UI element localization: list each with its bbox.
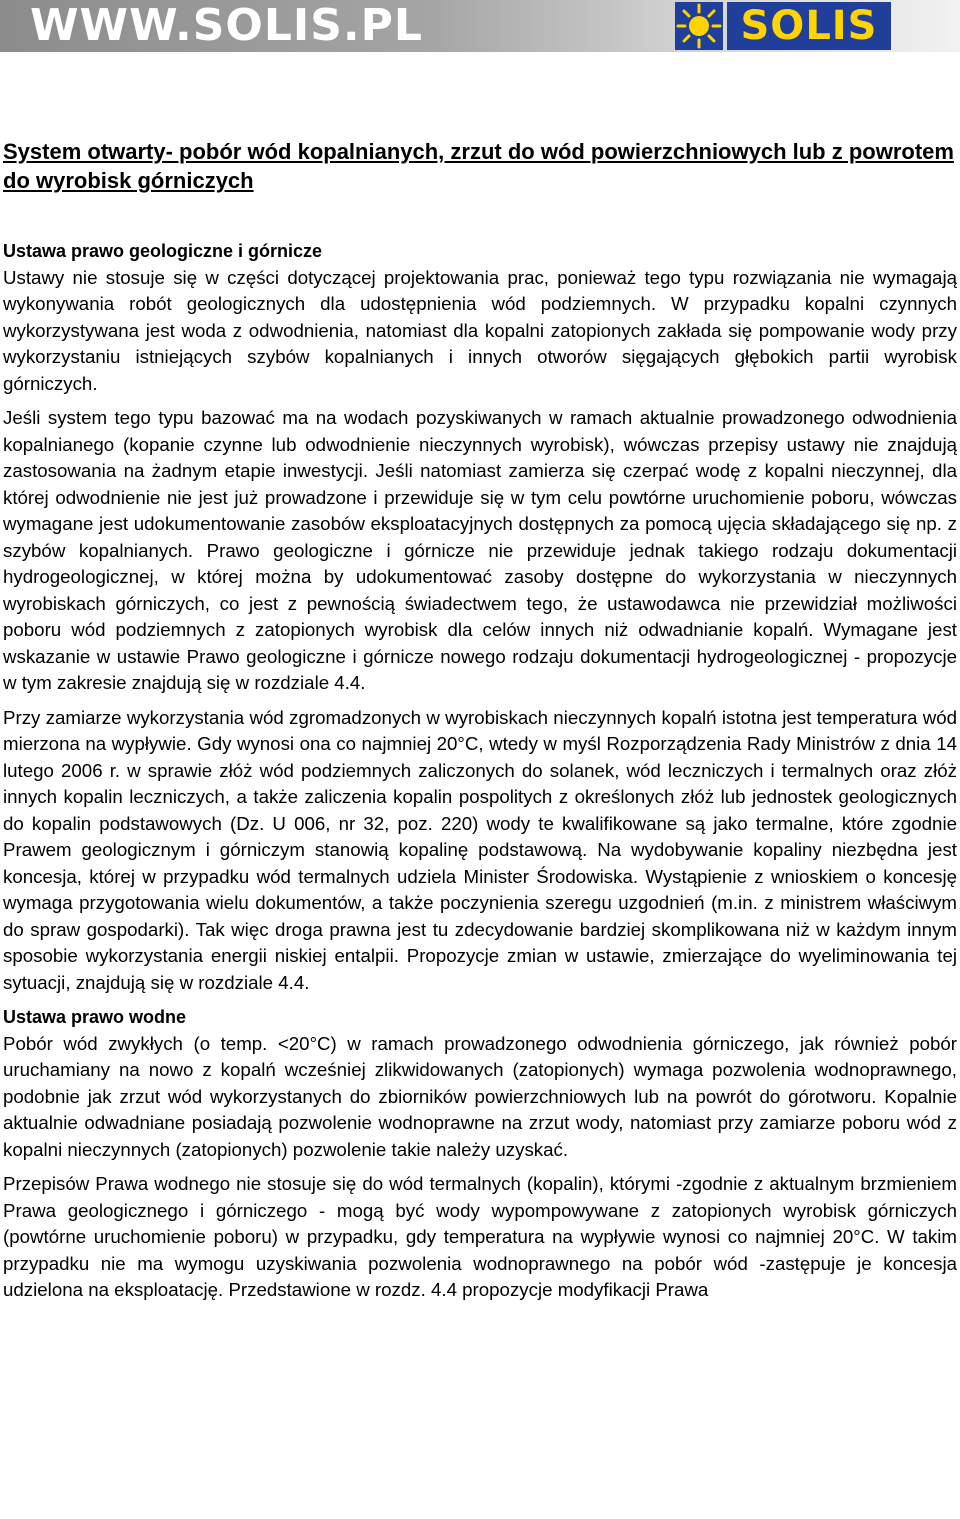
document-title: System otwarty- pobór wód kopalnianych, zrzut do wód powierzchniowych lub z powrotem do wyrobisk górniczych	[3, 139, 954, 193]
paragraph: Ustawy nie stosuje się w części dotyczącej projektowania prac, ponieważ tego typu rozwiązania nie wymagają wykonywania robót geologicznych dla udostępnienia wód podziemnych. W przypadku kopalni czynnych wykorzystywana jest woda z odwodnienia, natomiast dla kopalni zatopionych zakłada się pompowanie wody przy wykorzystaniu istniejących szybów kopalnianych i innych otworów sięgających głębokich partii wyrobisk górniczych.	[3, 266, 957, 394]
section-heading-wodne: Ustawa prawo wodne	[3, 1007, 187, 1027]
paragraph: Pobór wód zwykłych (o temp. <20°C) w ramach prowadzonego odwodnienia górniczego, jak również pobór uruchamiany na nowo z kopalń wcześniej zlikwidowanych (zatopionych) wymaga pozwolenia wodnoprawnego, podobnie jak zrzut wód wykorzystanych do zbiorników powierzchniowych lub na powrót do górotworu. Kopalnie aktualnie odwadniane posiadają pozwolenie wodnoprawne na zrzut wody, natomiast przy zamiarze poboru wód z kopalni nieczynnych (zatopionych) pozwolenie takie należy uzyskać.	[3, 1032, 957, 1160]
paragraph: Przepisów Prawa wodnego nie stosuje się do wód termalnych (kopalin), którymi -zgodnie z aktualnym brzmieniem Prawa geologicznego i górniczego - mogą być wody wypompowywane z zatopionych wyrobisk górniczych (powtórne uruchomienie poboru) w przypadku, gdy temperatura na wypływie wynosi co najmniej 20°C. W takim przypadku nie ma wymogu uzyskiwania pozwolenia wodnoprawnego na pobór wód -zastępuje je koncesja udzielona na eksploatację. Przedstawione w rozdz. 4.4 propozycje modyfikacji Prawa	[3, 1173, 957, 1300]
site-header	[0, 0, 960, 52]
site-url[interactable]: WWW.SOLIS.PL	[30, 0, 423, 51]
document-body	[3, 137, 957, 1312]
section-heading-geologiczne: Ustawa prawo geologiczne i górnicze	[3, 241, 323, 261]
sun-icon	[675, 2, 723, 50]
paragraph: Jeśli system tego typu bazować ma na wodach pozyskiwanych w ramach aktualnie prowadzonego odwodnienia kopalnianego (kopanie czynne lub odwodnienie nieczynnych wyrobisk), wówczas przepisy ustawy nie znajdują zastosowania na żadnym etapie inwestycji. Jeśli natomiast zamierza się czerpać wodę z kopalni nieczynnej, dla której odwodnienie nie jest już prowadzone i przewiduje się w tym celu powtórne uruchomienie poboru, wówczas wymagane jest udokumentowanie zasobów eksploatacyjnych dostępnych za pomocą ujęcia składającego się np. z szybów kopalnianych. Prawo geologiczne i górnicze nie przewiduje jednak takiego rodzaju dokumentacji hydrogeologicznej, w której można by udokumentować zasoby dostępne do wykorzystania w nieczynnych wyrobiskach górniczych, co jest z pewnością świadectwem tego, że ustawodawca nie przewidział możliwości poboru wód podziemnych z zatopionych wyrobisk dla celów innych niż odwadnianie kopalń. Wymagane jest wskazanie w ustawie Prawo geologiczne i górnicze nowego rodzaju dokumentacji hydrogeologicznej - propozycje w tym zakresie znajdują się w rozdziale 4.4.	[3, 407, 957, 693]
logo-text: SOLIS	[727, 2, 891, 50]
paragraph: Przy zamiarze wykorzystania wód zgromadzonych w wyrobiskach nieczynnych kopalń istotna jest temperatura wód mierzona na wypływie. Gdy wynosi ona co najmniej 20°C, wtedy w myśl Rozporządzenia Rady Ministrów z dnia 14 lutego 2006 r. w sprawie złóż wód podziemnych zaliczonych do solanek, wód leczniczych i termalnych oraz złóż innych kopalin leczniczych, a także zaliczenia kopalin pospolitych z określonych złóż lub jednostek geologicznych do kopalin podstawowych (Dz. U 006, nr 32, poz. 220) wody te kwalifikowane są jako termalne, które zgodnie Prawem geologicznym i górniczym stanowią kopalinę podstawową. Na wydobywanie kopaliny niezbędna jest koncesja, której w przypadku wód termalnych udziela Minister Środowiska. Wystąpienie z wnioskiem o koncesję wymaga przygotowania wielu dokumentów, a także poczynienia szeregu uzgodnień (m.in. z ministrem właściwym do spraw gospodarki). Tak więc droga prawna jest tu zdecydowanie bardziej skomplikowana niż w każdym innym sposobie wykorzystania energii niskiej entalpii. Propozycje zmian w ustawie, zmierzające do wyeliminowania tej sytuacji, znajdują się w rozdziale 4.4.	[3, 706, 957, 993]
